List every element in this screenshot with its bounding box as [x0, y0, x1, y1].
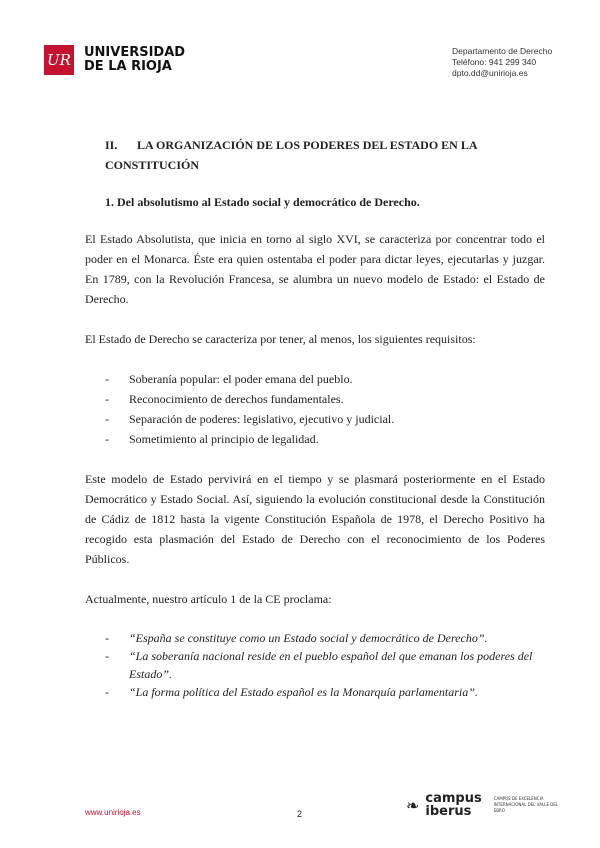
bullet: - — [105, 685, 109, 699]
list-item — [105, 409, 545, 429]
quote-item — [105, 647, 545, 683]
section-title: LA ORGANIZACIÓN DE LOS PODERES DEL ESTADO EN LA CONSTITUCIÓN — [105, 138, 477, 172]
department-email: dpto.dd@unirioja.es — [452, 68, 528, 78]
ur-logo-icon: UR — [44, 45, 74, 75]
bullet: - — [105, 412, 109, 426]
list-item — [105, 429, 545, 449]
bullet: - — [105, 392, 109, 406]
campus-name-line2: iberus — [425, 804, 472, 819]
campus-subtitle: CAMPUS DE EXCELENCIA INTERNACIONAL DEL VALLE DEL EBRO — [493, 796, 559, 813]
bullet: - — [105, 372, 109, 386]
bullet: - — [105, 631, 109, 645]
university-name-line1: UNIVERSIDAD — [84, 45, 186, 60]
constitution-quotes-list — [85, 629, 545, 701]
quote-text: “La soberanía nacional reside en el pueblo español del que emanan los poderes del Estado”. — [129, 649, 533, 681]
university-name-line2: DE LA RIOJA — [84, 59, 172, 74]
subsection-heading: 1. Del absolutismo al Estado social y democrático de Derecho. — [105, 195, 420, 209]
list-item-text: Soberanía popular: el poder emana del pueblo. — [129, 372, 353, 386]
paragraph: Actualmente, nuestro artículo 1 de la CE proclama: — [85, 592, 332, 606]
department-name: Departamento de Derecho — [452, 46, 553, 56]
department-info — [452, 46, 552, 79]
list-item-text: Reconocimiento de derechos fundamentales. — [129, 392, 344, 406]
bullet: - — [105, 649, 109, 663]
campus-iberus-icon: ❧ — [406, 795, 420, 815]
campus-iberus-logo — [406, 792, 564, 818]
section-heading — [105, 135, 545, 175]
university-logo — [44, 45, 185, 75]
list-item-text: Sometimiento al principio de legalidad. — [129, 432, 319, 446]
paragraph: Este modelo de Estado pervivirá en el tiempo y se plasmará posteriormente en el Estado Democrático y Estado Social. Así, siguiendo la evolución constitucional desde la Constitución de Cádiz de 1812 hasta la vigente Constitución Española de 1978, el Derecho Positivo ha recogido esta plasmación del Estado de Derecho con el reconocimiento de los Poderes Públicos. — [85, 472, 545, 566]
quote-text: “La forma política del Estado español es la Monarquía parlamentaria”. — [129, 685, 478, 699]
paragraph: El Estado de Derecho se caracteriza por tener, al menos, los siguientes requisitos: — [85, 332, 476, 346]
list-item-text: Separación de poderes: legislativo, ejecutivo y judicial. — [129, 412, 395, 426]
campus-name-line1: campus — [425, 791, 482, 806]
bullet: - — [105, 432, 109, 446]
footer-url-link[interactable]: www.unirioja.es — [85, 808, 141, 817]
quote-item — [105, 629, 545, 647]
department-phone: Teléfono: 941 299 340 — [452, 57, 537, 67]
list-item — [105, 389, 545, 409]
paragraph: El Estado Absolutista, que inicia en torno al siglo XVI, se caracteriza por concentrar todo el poder en el Monarca. Éste era quien ostentaba el poder para dictar leyes, ejecutarlas y juzgar. En 1789, con la Revolución Francesa, se alumbra un nuevo modelo de Estado: el Estado de Derecho. — [85, 232, 545, 306]
quote-text: “España se constituye como un Estado social y democrático de Derecho”. — [129, 631, 488, 645]
document-body — [85, 135, 545, 721]
requirements-list — [85, 369, 545, 449]
quote-item — [105, 683, 545, 701]
page-number: 2 — [297, 809, 303, 819]
list-item — [105, 369, 545, 389]
section-number: II. — [105, 138, 118, 152]
